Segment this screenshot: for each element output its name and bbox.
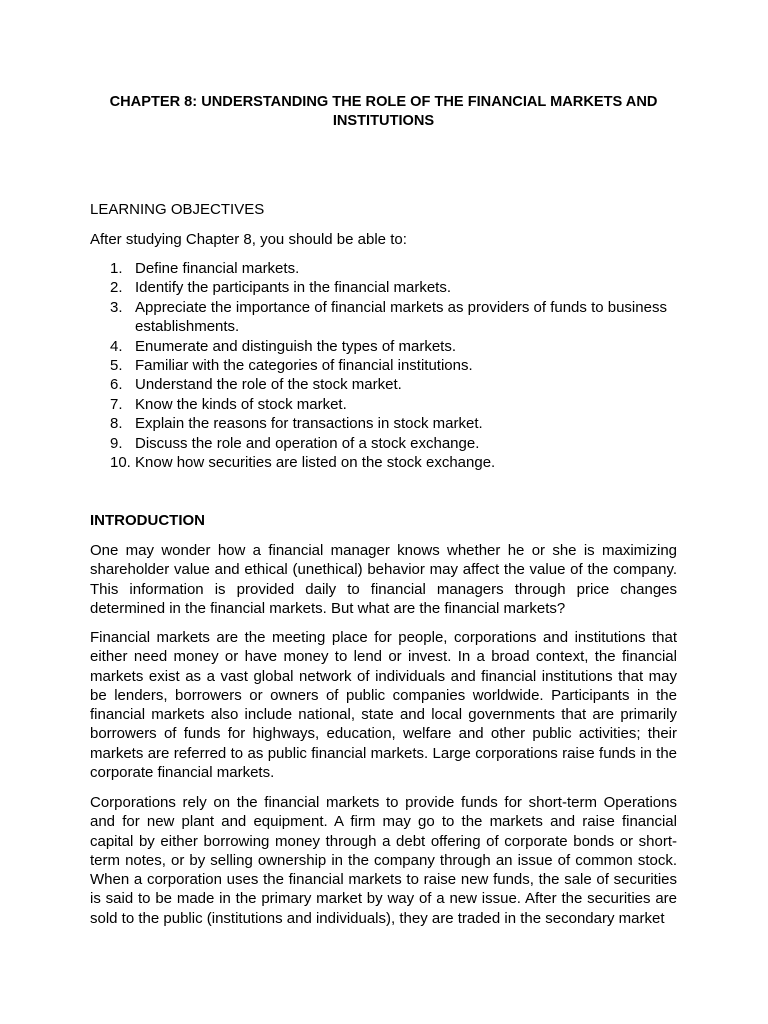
objective-text: Define financial markets. <box>135 260 300 277</box>
objective-item <box>90 337 677 356</box>
objective-item <box>90 414 677 433</box>
objective-item <box>90 356 677 375</box>
introduction-paragraph: Financial markets are the meeting place for people, corporations and institutions that either need money or have money to lend or invest. In a broad context, the financial markets exist as a vast global network of individuals and financial institutions that may be lenders, borrowers or owners of public companies worldwide. Participants in the financial markets also include national, state and local governments that are primarily borrowers of funds for highways, education, welfare and other public activities; their markets are referred to as public financial markets. Large corporations raise funds in the corporate financial markets. <box>90 629 677 781</box>
objective-text: Identify the participants in the financial markets. <box>135 279 451 297</box>
chapter-title: CHAPTER 8: UNDERSTANDING THE ROLE OF THE FINANCIAL MARKETS AND INSTITUTIONS <box>109 94 658 129</box>
objective-item <box>90 278 677 297</box>
objective-number: 9. <box>110 434 123 452</box>
objective-number: 10. <box>110 454 131 472</box>
objective-number: 3. <box>110 298 123 316</box>
objective-text: Appreciate the importance of financial markets as providers of funds to business establishments. <box>135 298 667 336</box>
objective-text: Know the kinds of stock market. <box>135 395 347 413</box>
learning-objectives-heading: LEARNING OBJECTIVES <box>90 201 265 218</box>
objective-number: 6. <box>110 376 123 394</box>
objective-text: Enumerate and distinguish the types of markets. <box>135 337 457 355</box>
objective-text: Know how securities are listed on the stock exchange. <box>135 454 496 472</box>
objective-item <box>90 434 677 453</box>
objective-item <box>90 375 677 394</box>
introduction-heading: INTRODUCTION <box>90 512 205 529</box>
objectives-list <box>90 259 677 472</box>
introduction-paragraph: One may wonder how a financial manager knows whether he or she is maximizing shareholder value and ethical (unethical) behavior may affect the value of the company. This information is provided daily to financial managers through price changes determined in the financial markets. But what are the financial markets? <box>90 542 677 617</box>
objective-text: Discuss the role and operation of a stock exchange. <box>135 434 480 452</box>
objective-text: Understand the role of the stock market. <box>135 376 402 394</box>
objective-number: 4. <box>110 337 123 355</box>
objectives-lead-text: After studying Chapter 8, you should be able to: <box>90 231 407 248</box>
objective-number: 8. <box>110 415 123 433</box>
objective-number: 7. <box>110 395 123 413</box>
objective-text: Explain the reasons for transactions in stock market. <box>135 415 483 433</box>
objective-item <box>90 298 677 337</box>
objective-item <box>90 259 677 278</box>
objective-number: 5. <box>110 357 123 375</box>
objective-number: 1. <box>110 260 123 277</box>
objective-number: 2. <box>110 279 123 297</box>
objective-item <box>90 453 677 472</box>
objective-item <box>90 395 677 414</box>
objective-text: Familiar with the categories of financial institutions. <box>135 357 473 375</box>
introduction-paragraph: Corporations rely on the financial markets to provide funds for short-term Operations and for new plant and equipment. A firm may go to the markets and raise financial capital by either borrowing money through a debt offering of corporate bonds or short-term notes, or by selling ownership in the company through an issue of common stock. When a corporation uses the financial markets to raise new funds, the sale of securities is said to be made in the primary market by way of a new issue. After the securities are sold to the public (institutions and individuals), they are traded in the secondary market <box>90 794 677 927</box>
